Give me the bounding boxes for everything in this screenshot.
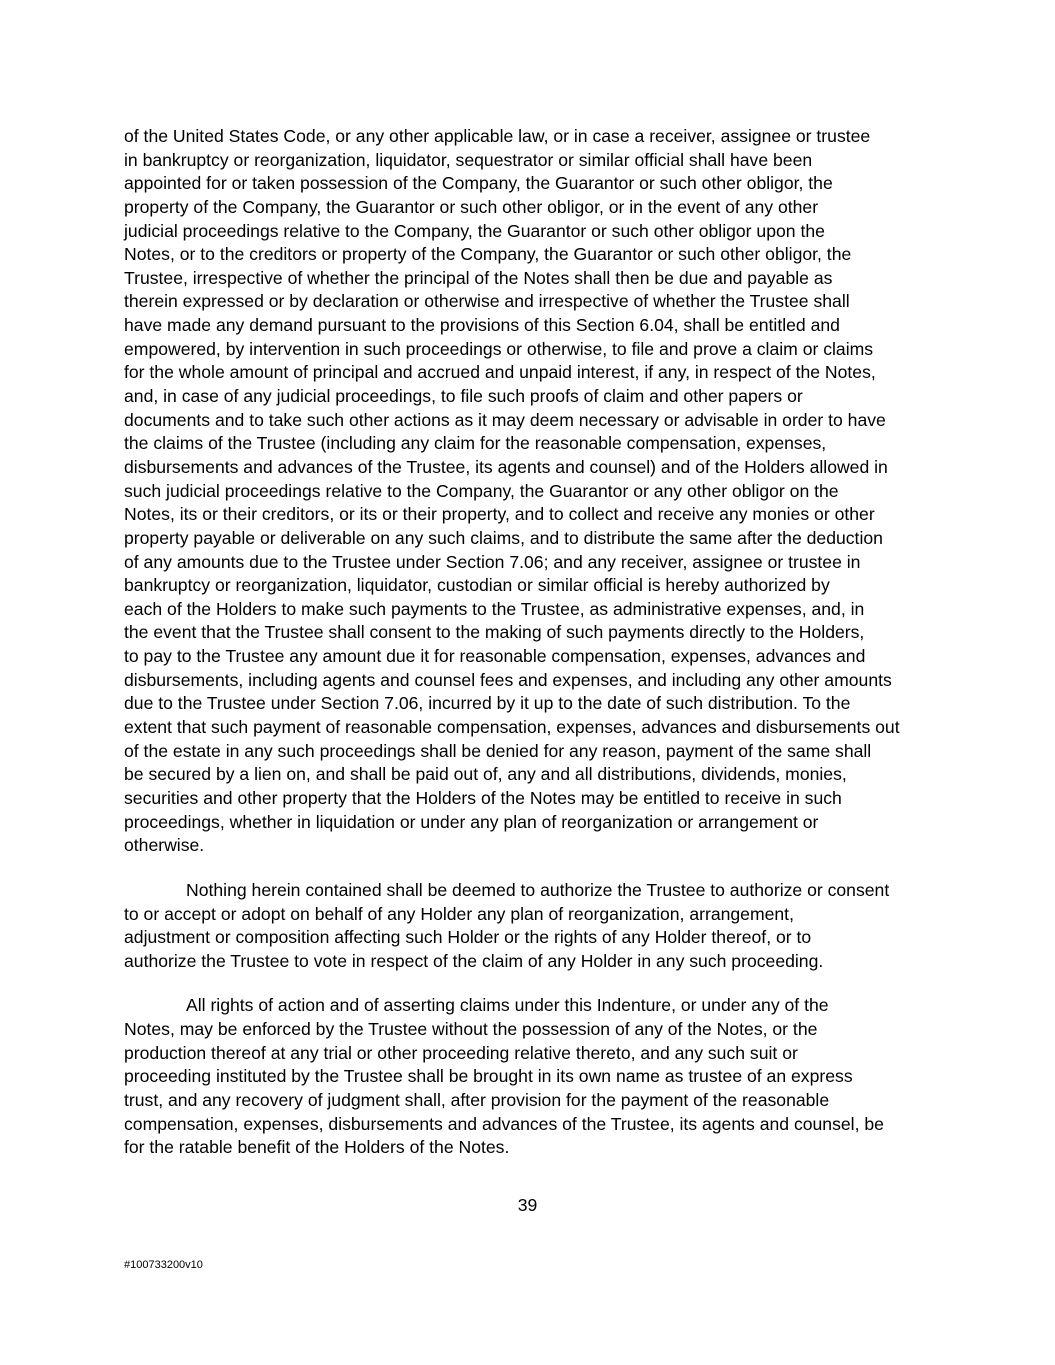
text-line: be secured by a lien on, and shall be paid out of, any and all distributions, dividends, monies, bbox=[124, 764, 847, 785]
text-line: disbursements and advances of the Trustee, its agents and counsel) and of the Holders allowed in bbox=[124, 456, 888, 477]
paragraph-spacer bbox=[124, 973, 936, 994]
text-line: in bankruptcy or reorganization, liquidator, sequestrator or similar official shall have been bbox=[124, 149, 813, 170]
text-line: adjustment or composition affecting such Holder or the rights of any Holder thereof, or to bbox=[124, 927, 812, 948]
text-line: Nothing herein contained shall be deemed to authorize the Trustee to authorize or consent bbox=[186, 879, 890, 900]
text-line: All rights of action and of asserting claims under this Indenture, or under any of the bbox=[186, 995, 829, 1016]
text-line: for the whole amount of principal and accrued and unpaid interest, if any, in respect of the Notes, bbox=[124, 362, 876, 383]
text-line: proceedings, whether in liquidation or under any plan of reorganization or arrangement or bbox=[124, 811, 819, 832]
paragraph-2 bbox=[124, 879, 936, 974]
paragraph-3 bbox=[124, 994, 936, 1159]
paragraph-1 bbox=[124, 125, 936, 858]
document-id: #100733200v10 bbox=[124, 1259, 203, 1271]
text-line: compensation, expenses, disbursements and advances of the Trustee, its agents and counsel, be bbox=[124, 1113, 884, 1134]
text-line: authorize the Trustee to vote in respect of the claim of any Holder in any such proceeding. bbox=[124, 950, 824, 971]
text-line: and, in case of any judicial proceedings, to file such proofs of claim and other papers or bbox=[124, 386, 803, 407]
page-number: 39 bbox=[517, 1195, 538, 1215]
text-line: judicial proceedings relative to the Company, the Guarantor or such other obligor upon the bbox=[124, 220, 825, 241]
text-line: Notes, may be enforced by the Trustee without the possession of any of the Notes, or the bbox=[124, 1019, 818, 1040]
text-line: extent that such payment of reasonable compensation, expenses, advances and disbursements out bbox=[124, 717, 900, 738]
text-line: bankruptcy or reorganization, liquidator, custodian or similar official is hereby authorized by bbox=[124, 575, 830, 596]
text-line: empowered, by intervention in such proceedings or otherwise, to file and prove a claim or claims bbox=[124, 338, 874, 359]
text-line: appointed for or taken possession of the Company, the Guarantor or such other obligor, the bbox=[124, 173, 833, 194]
document-body bbox=[124, 125, 936, 1160]
text-line: Notes, or to the creditors or property of the Company, the Guarantor or such other obligor, the bbox=[124, 244, 852, 265]
text-line: Notes, its or their creditors, or its or their property, and to collect and receive any monies or other bbox=[124, 504, 875, 525]
text-line: proceeding instituted by the Trustee shall be brought in its own name as trustee of an express bbox=[124, 1066, 853, 1087]
text-line: documents and to take such other actions as it may deem necessary or advisable in order to have bbox=[124, 409, 886, 430]
text-line: the event that the Trustee shall consent to the making of such payments directly to the Holders, bbox=[124, 622, 865, 643]
text-line: otherwise. bbox=[124, 835, 205, 856]
text-line: property payable or deliverable on any such claims, and to distribute the same after the deduction bbox=[124, 527, 883, 548]
text-line: disbursements, including agents and counsel fees and expenses, and including any other amounts bbox=[124, 669, 892, 690]
text-line: trust, and any recovery of judgment shall, after provision for the payment of the reasonable bbox=[124, 1089, 830, 1110]
text-line: for the ratable benefit of the Holders of the Notes. bbox=[124, 1137, 510, 1158]
text-line: have made any demand pursuant to the provisions of this Section 6.04, shall be entitled and bbox=[124, 315, 840, 336]
text-line: each of the Holders to make such payments to the Trustee, as administrative expenses, and, in bbox=[124, 598, 865, 619]
text-line: production thereof at any trial or other proceeding relative thereto, and any such suit or bbox=[124, 1042, 798, 1063]
text-line: securities and other property that the Holders of the Notes may be entitled to receive in such bbox=[124, 787, 842, 808]
paragraph-spacer bbox=[124, 858, 936, 879]
text-line: Trustee, irrespective of whether the principal of the Notes shall then be due and payable as bbox=[124, 267, 833, 288]
text-line: of any amounts due to the Trustee under Section 7.06; and any receiver, assignee or trustee in bbox=[124, 551, 861, 572]
text-line: therein expressed or by declaration or otherwise and irrespective of whether the Trustee shall bbox=[124, 291, 850, 312]
text-line: property of the Company, the Guarantor or such other obligor, or in the event of any other bbox=[124, 196, 819, 217]
text-line: such judicial proceedings relative to the Company, the Guarantor or any other obligor on the bbox=[124, 480, 839, 501]
text-line: the claims of the Trustee (including any claim for the reasonable compensation, expenses, bbox=[124, 433, 827, 454]
text-line: due to the Trustee under Section 7.06, incurred by it up to the date of such distribution. To the bbox=[124, 693, 851, 714]
text-line: of the United States Code, or any other applicable law, or in case a receiver, assignee or trustee bbox=[124, 126, 871, 146]
text-line: to or accept or adopt on behalf of any Holder any plan of reorganization, arrangement, bbox=[124, 903, 794, 924]
text-line: to pay to the Trustee any amount due it for reasonable compensation, expenses, advances and bbox=[124, 646, 866, 667]
text-line: of the estate in any such proceedings shall be denied for any reason, payment of the same shall bbox=[124, 740, 872, 761]
